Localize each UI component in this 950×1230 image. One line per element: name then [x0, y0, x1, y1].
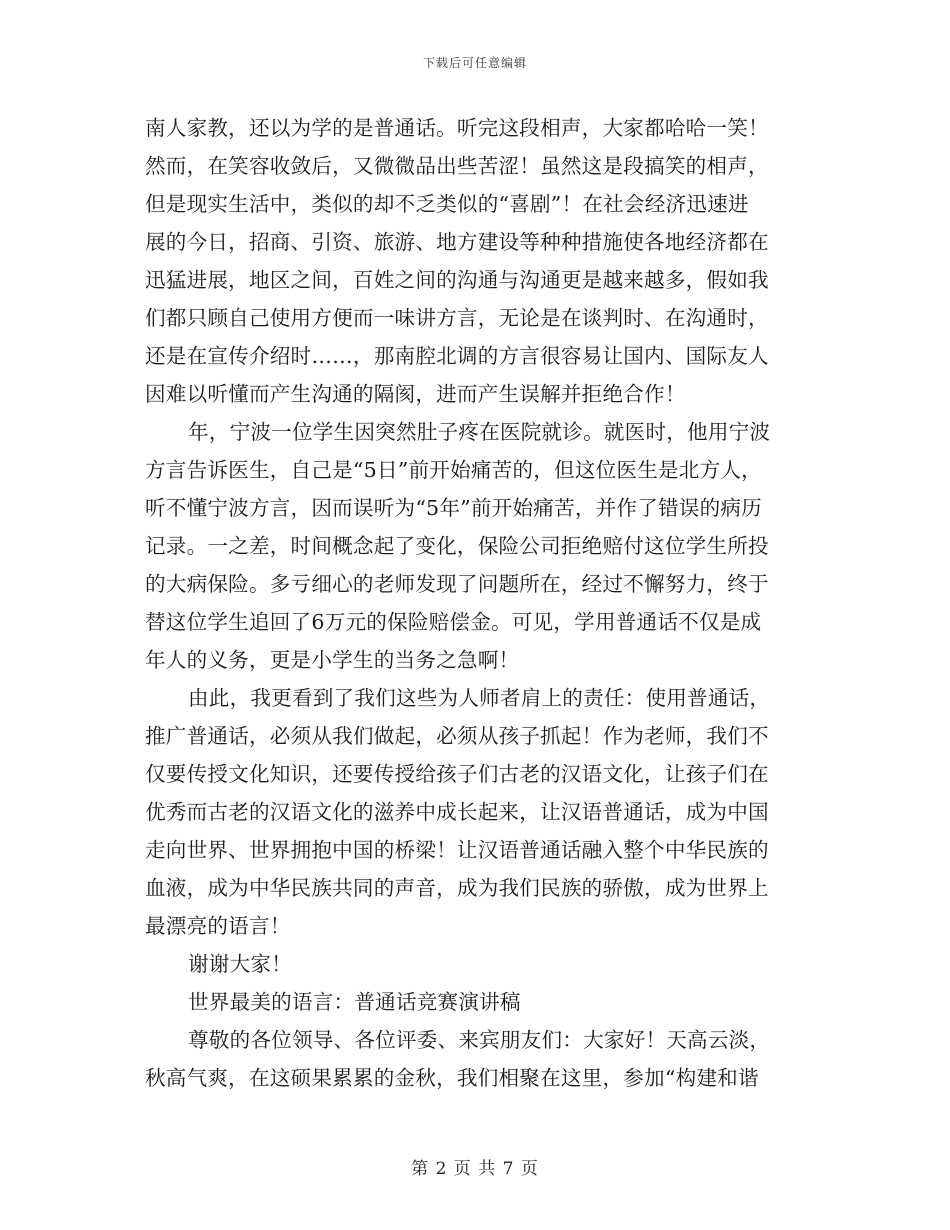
- text-line: 然而，在笑容收敛后，又微微品出些苦涩！虽然这是段搞笑的相声，: [145, 154, 769, 178]
- text-line: 走向世界、世界拥抱中国的桥梁！让汉语普通话融入整个中华民族的: [145, 838, 769, 862]
- text-line: 因难以听懂而产生沟通的隔阂，进而产生误解并拒绝合作！: [145, 382, 686, 406]
- text-line: 方言告诉医生，自己是“5日”前开始痛苦的，但这位医生是北方人，: [145, 458, 762, 482]
- text-line: 展的今日，招商、引资、旅游、地方建设等种种措施使各地经济都在: [145, 230, 769, 254]
- text-line: 尊敬的各位领导、各位评委、来宾朋友们：大家好！天高云淡，: [188, 1028, 771, 1052]
- text-line: 年人的义务，更是小学生的当务之急啊！: [145, 648, 520, 672]
- page-header: 下载后可任意编辑: [422, 56, 527, 70]
- page-footer: 第 2 页 共 7 页: [411, 1159, 539, 1179]
- text-line: 年，宁波一位学生因突然肚子疼在医院就诊。就医时，他用宁波: [188, 420, 771, 444]
- document-body: [145, 109, 810, 1097]
- text-line: 由此，我更看到了我们这些为人师者肩上的责任：使用普通话，: [188, 686, 771, 710]
- text-line: 们都只顾自己使用方便而一味讲方言，无论是在谈判时、在沟通时，: [145, 306, 769, 330]
- text-line: 记录。一之差，时间概念起了变化，保险公司拒绝赔付这位学生所投: [145, 534, 769, 558]
- text-line: 还是在宣传介绍时……，那南腔北调的方言很容易让国内、国际友人: [145, 344, 769, 368]
- text-line: 南人家教，还以为学的是普通话。听完这段相声，大家都哈哈一笑！: [145, 116, 769, 140]
- text-line: 优秀而古老的汉语文化的滋养中成长起来，让汉语普通话，成为中国: [145, 800, 769, 824]
- text-line: 推广普通话，必须从我们做起，必须从孩子抓起！作为老师，我们不: [145, 724, 769, 748]
- text-line: 秋高气爽，在这硕果累累的金秋，我们相聚在这里，参加“构建和谐: [145, 1066, 759, 1090]
- text-line: 迅猛进展，地区之间，百姓之间的沟通与沟通更是越来越多，假如我: [145, 268, 769, 292]
- text-line: 仅要传授文化知识，还要传授给孩子们古老的汉语文化，让孩子们在: [145, 762, 769, 786]
- text-line: 听不懂宁波方言，因而误听为“5年”前开始痛苦，并作了错误的病历: [145, 496, 762, 520]
- text-line: 谢谢大家！: [188, 952, 292, 976]
- text-line: 最漂亮的语言！: [145, 914, 291, 938]
- text-line: 世界最美的语言：普通话竞赛演讲稿: [188, 990, 521, 1014]
- text-line: 的大病保险。多亏细心的老师发现了问题所在，经过不懈努力，终于: [145, 572, 769, 596]
- text-line: 替这位学生追回了6万元的保险赔偿金。可见，学用普通话不仅是成: [145, 610, 762, 634]
- text-line: 血液，成为中华民族共同的声音，成为我们民族的骄傲，成为世界上: [145, 876, 769, 900]
- text-line: 但是现实生活中，类似的却不乏类似的“喜剧”！在社会经济迅速进: [145, 192, 749, 216]
